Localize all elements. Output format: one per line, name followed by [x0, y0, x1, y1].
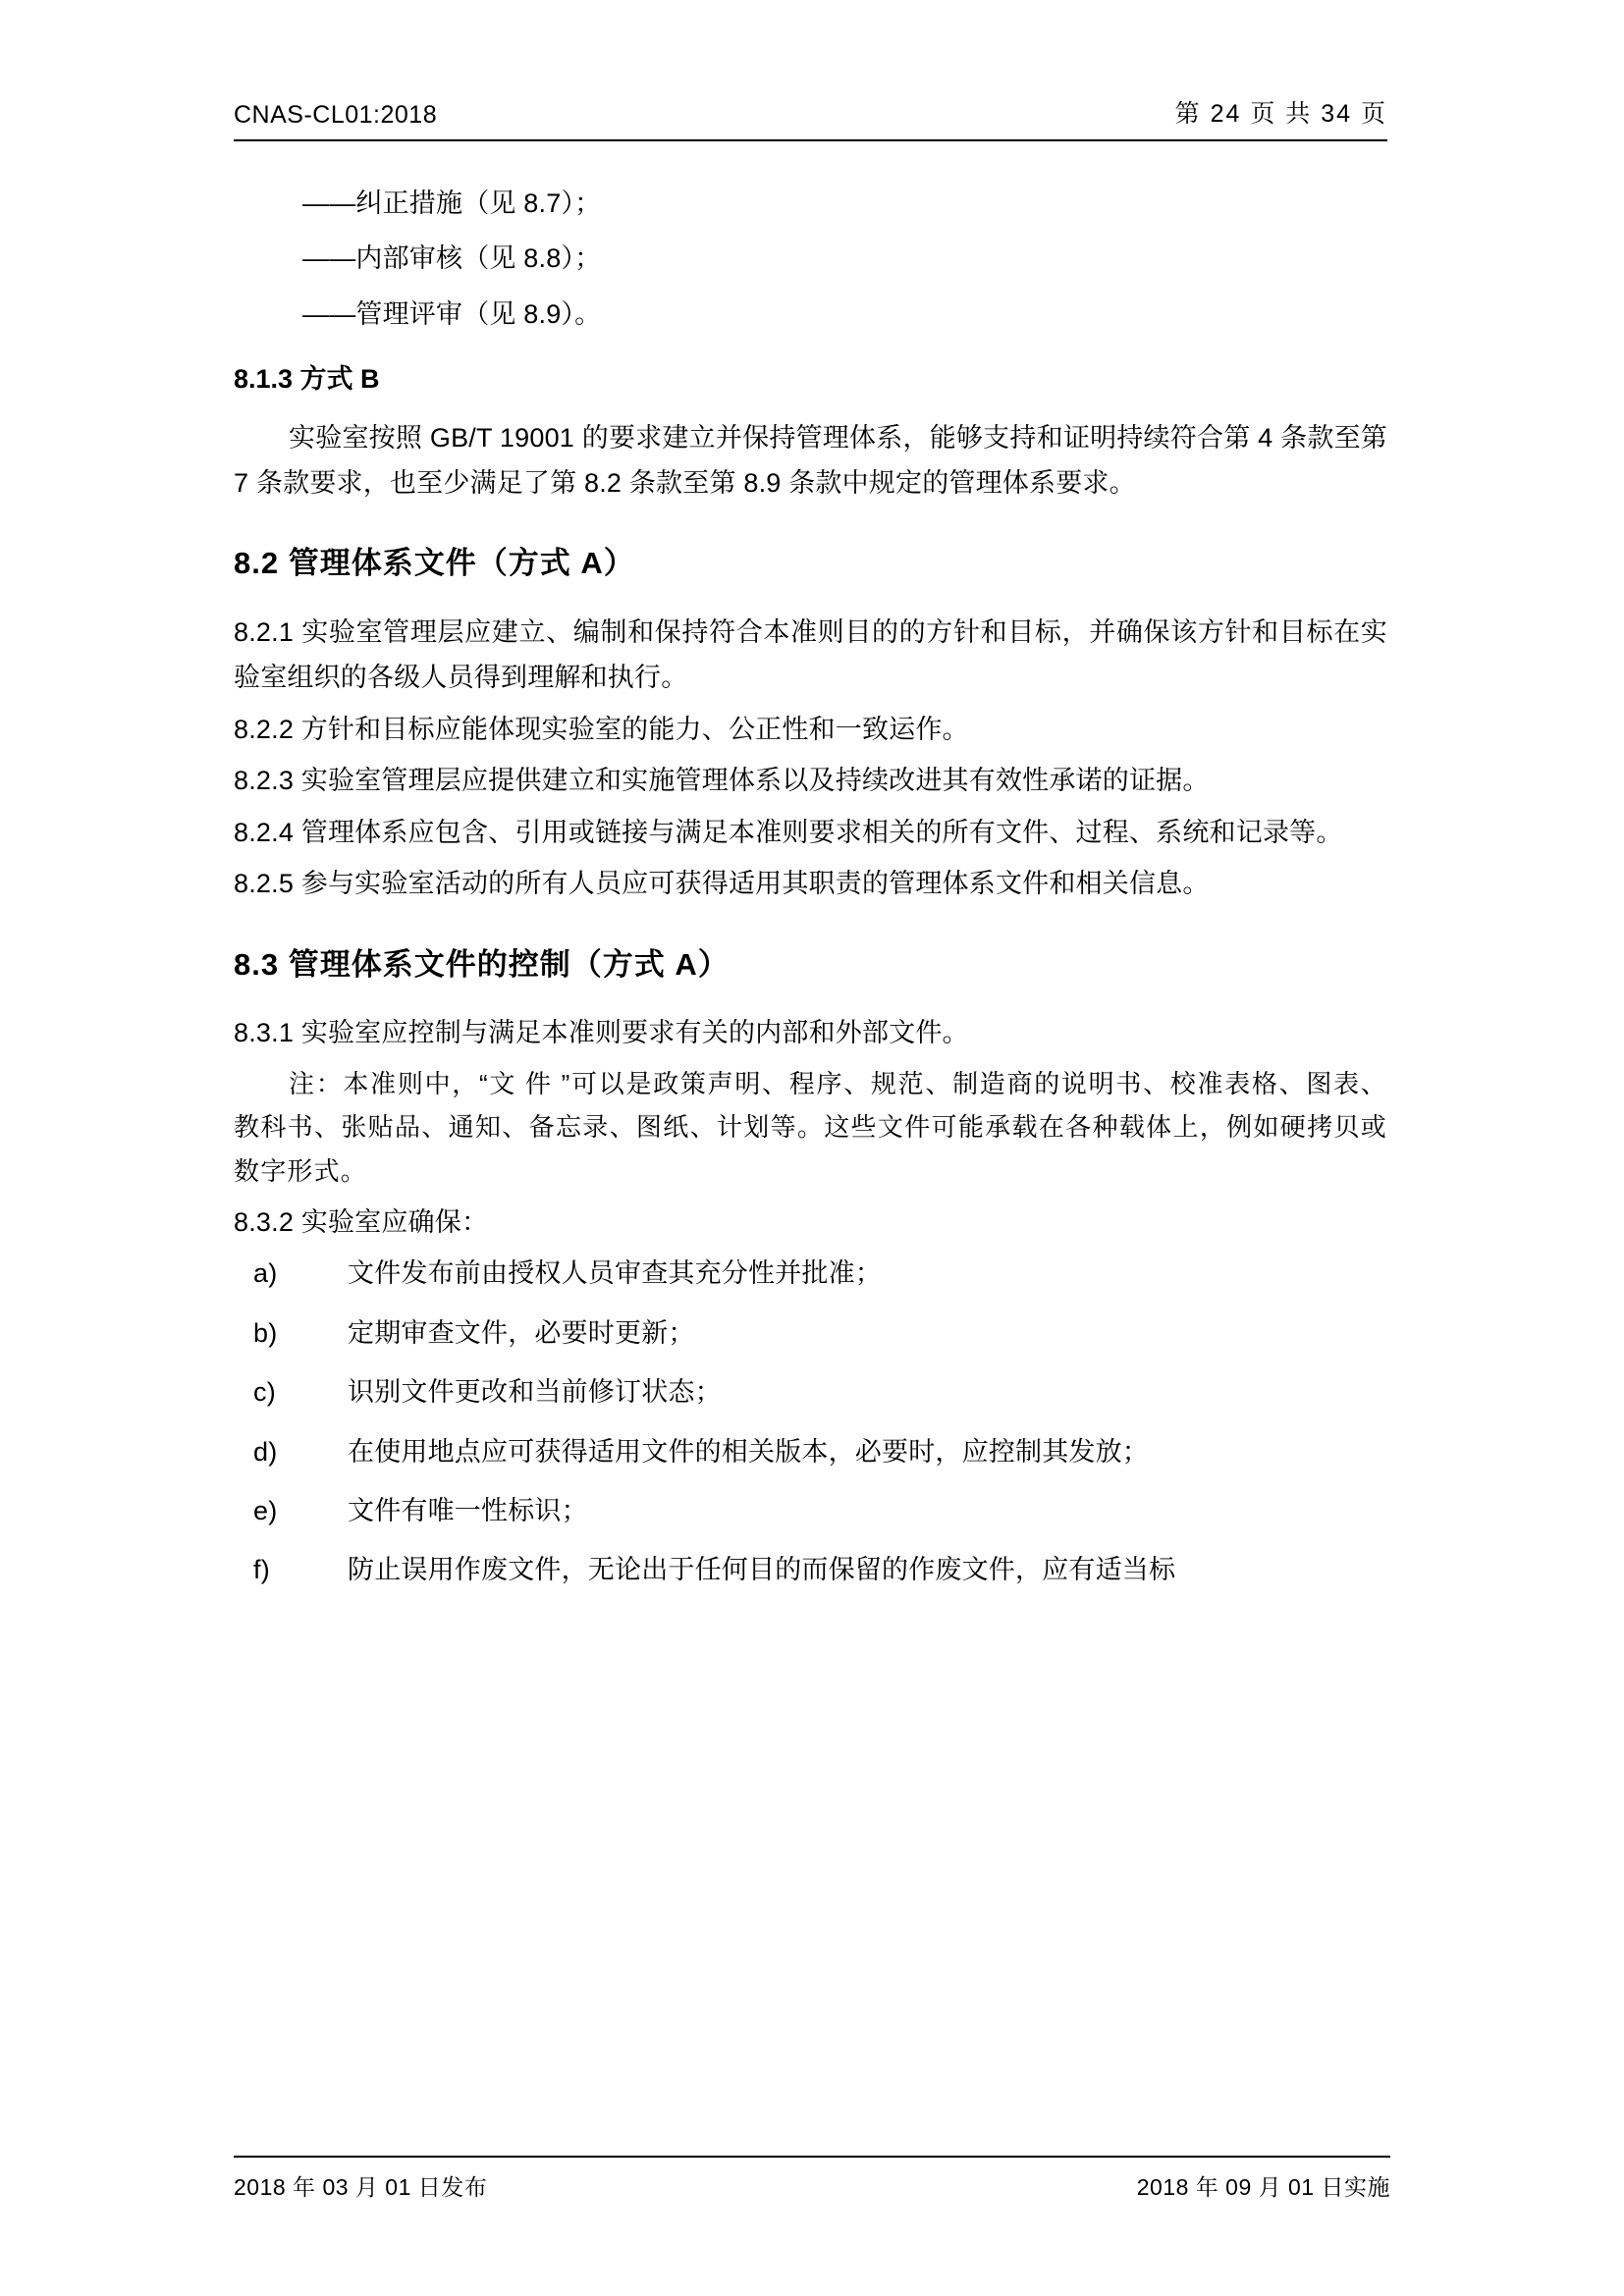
paragraph-8-2-1: 8.2.1 实验室管理层应建立、编制和保持符合本准则目的的方针和目标，并确保该方针和目标在实验室组织的各级人员得到理解和执行。 — [234, 616, 1387, 693]
list-item-text: 文件发布前由授权人员审查其充分性并批准； — [348, 1258, 882, 1289]
list-item — [234, 1310, 1387, 1356]
paragraph-8-3-2: 8.3.2 实验室应确保： — [234, 1206, 489, 1237]
list-item-text: 文件有唯一性标识； — [348, 1495, 588, 1525]
list-item-text: 防止误用作废文件，无论出于任何目的而保留的作废文件，应有适当标 — [348, 1555, 1176, 1585]
paragraph-8-2-4: 8.2.4 管理体系应包含、引用或链接与满足本准则要求相关的所有文件、过程、系统和记录等。 — [234, 817, 1343, 847]
list-item-marker: c) — [253, 1377, 276, 1408]
footer-issue-date: 2018 年 03 月 01 日发布 — [234, 2174, 488, 2200]
paragraph-8-2-2: 8.2.2 方针和目标应能体现实验室的能力、公正性和一致运作。 — [234, 714, 969, 744]
list-item — [234, 1429, 1387, 1474]
document-body — [234, 181, 1387, 1593]
list-item — [234, 1251, 1387, 1296]
paragraph-8-1-3: 实验室按照 GB/T 19001 的要求建立并保持管理体系，能够支持和证明持续符合第 4 条款至第 7 条款要求，也至少满足了第 8.2 条款至第 8.9 条款中规定的管理体系要求。 — [234, 422, 1387, 498]
paragraph-8-2-3: 8.2.3 实验室管理层应提供建立和实施管理体系以及持续改进其有效性承诺的证据。 — [234, 766, 1210, 796]
note-8-3-1: 注：本准则中，“文 件 ”可以是政策声明、程序、规范、制造商的说明书、校准表格、图表、教科书、张贴品、通知、备忘录、图纸、计划等。这些文件可能承载在各种载体上，例如硬拷贝或数字形式。 — [234, 1068, 1387, 1187]
list-item-marker: e) — [253, 1495, 278, 1525]
page-number: 第 24 页 共 34 页 — [1174, 100, 1387, 128]
footer-effective-date: 2018 年 09 月 01 日实施 — [1136, 2174, 1390, 2200]
heading-8-3: 8.3 管理体系文件的控制（方式 A） — [234, 946, 730, 982]
document-code: CNAS-CL01:2018 — [234, 101, 438, 129]
dash-item: ——管理评审（见 8.9）。 — [302, 298, 602, 329]
list-item-text: 定期审查文件，必要时更新； — [348, 1317, 695, 1348]
list-item — [234, 1369, 1387, 1415]
list-item — [234, 1488, 1387, 1533]
list-item-marker: a) — [253, 1258, 278, 1289]
paragraph-8-3-1: 8.3.1 实验室应控制与满足本准则要求有关的内部和外部文件。 — [234, 1018, 969, 1048]
dash-item: ——纠正措施（见 8.7）； — [302, 188, 602, 218]
list-item-marker: d) — [253, 1436, 278, 1467]
list-item — [234, 1547, 1387, 1592]
page-content — [234, 94, 1387, 1607]
heading-8-1-3: 8.1.3 方式 B — [234, 364, 380, 395]
list-item-marker: b) — [253, 1317, 278, 1348]
list-item-text: 识别文件更改和当前修订状态； — [348, 1377, 722, 1408]
dash-item: ——内部审核（见 8.8）； — [302, 243, 602, 274]
list-item-marker: f) — [253, 1555, 270, 1585]
list-item-text: 在使用地点应可获得适用文件的相关版本，必要时，应控制其发放； — [348, 1436, 1149, 1467]
page-footer — [234, 2156, 1390, 2202]
paragraph-8-2-5: 8.2.5 参与实验室活动的所有人员应可获得适用其职责的管理体系文件和相关信息。 — [234, 869, 1210, 899]
heading-8-2: 8.2 管理体系文件（方式 A） — [234, 546, 635, 581]
page-header — [234, 94, 1387, 141]
